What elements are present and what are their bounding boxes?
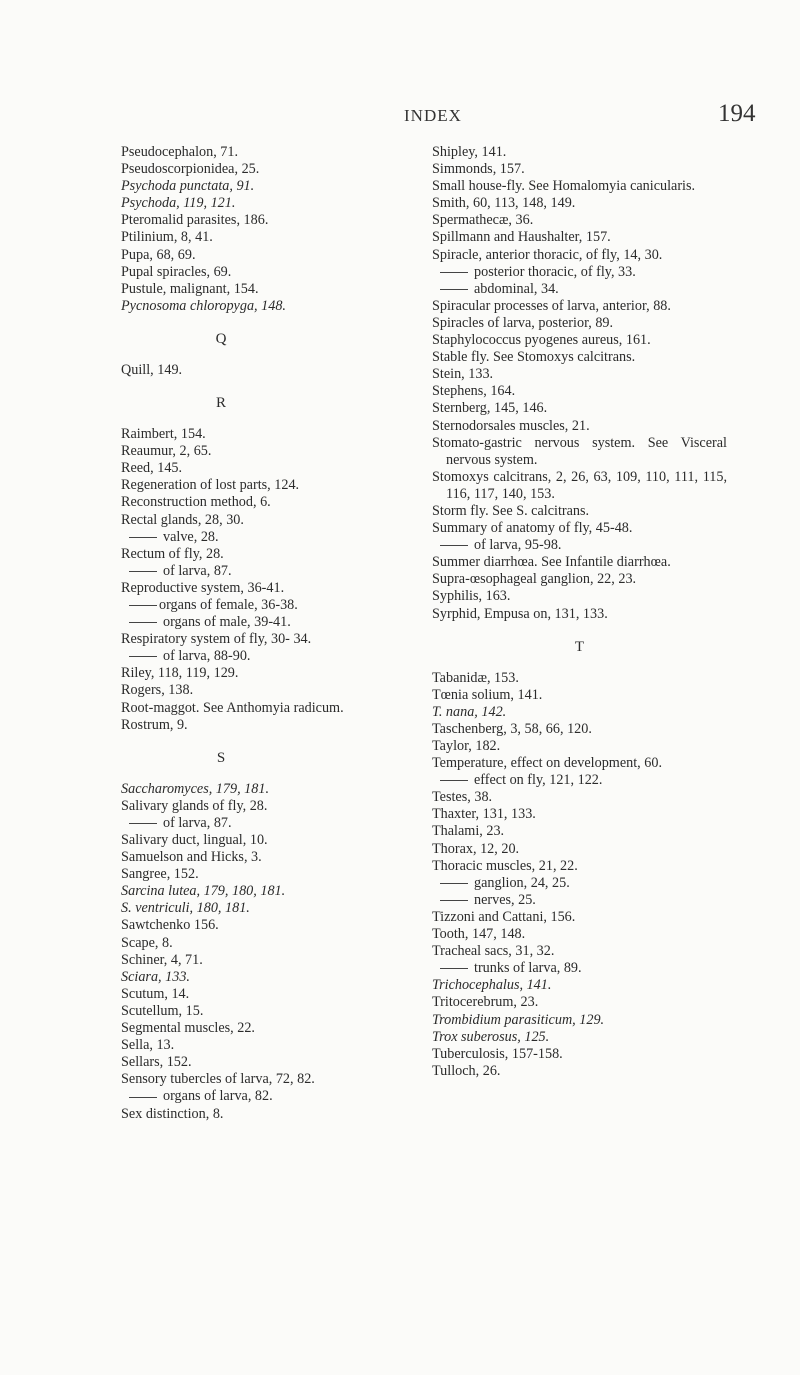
index-subentry: valve, 28. xyxy=(121,529,421,546)
page-header xyxy=(0,100,800,140)
section-letter-q: Q xyxy=(215,330,227,347)
index-column-left xyxy=(121,144,421,1123)
index-subentry: organs of larva, 82. xyxy=(121,1088,421,1105)
index-entry: Reconstruction method, 6. xyxy=(121,494,271,511)
index-entry: Tracheal sacs, 31, 32. xyxy=(432,943,555,960)
index-entry: Tuberculosis, 157-158. xyxy=(432,1045,563,1062)
index-entry: Sensory tubercles of larva, 72, 82. xyxy=(121,1071,315,1088)
index-entry: Smith, 60, 113, 148, 149. xyxy=(432,195,576,212)
index-entry: Sternodorsales muscles, 21. xyxy=(432,417,590,434)
index-entry: Sella, 13. xyxy=(121,1037,175,1054)
index-entry: Pycnosoma chloropyga, 148. xyxy=(121,297,286,314)
index-entry: Segmental muscles, 22. xyxy=(121,1020,255,1037)
section-letter-t: T xyxy=(574,638,585,655)
index-entry: Spermathecæ, 36. xyxy=(432,212,534,229)
index-entry: Stomato-gastric nervous system. See Visceral nervous system. xyxy=(432,434,727,468)
index-subentry: of larva, 87. xyxy=(121,815,421,832)
index-entry: Trox suberosus, 125. xyxy=(432,1028,550,1045)
index-entry: Summer diarrhœa. See Infantile diarrhœa. xyxy=(432,554,671,571)
index-entry: Tizzoni and Cattani, 156. xyxy=(432,908,576,925)
index-entry: Rostrum, 9. xyxy=(121,716,188,733)
index-entry: Sex distinction, 8. xyxy=(121,1105,224,1122)
index-entry: Taylor, 182. xyxy=(432,738,501,754)
index-entry: Tulloch, 26. xyxy=(432,1062,501,1079)
index-entry: Spillmann and Haushalter, 157. xyxy=(432,229,611,246)
index-entry: Tabanidæ, 153. xyxy=(432,669,519,686)
index-subentry: ganglion, 24, 25. xyxy=(432,875,727,892)
index-entry: Simmonds, 157. xyxy=(432,161,525,178)
index-entry: Sternberg, 145, 146. xyxy=(432,400,548,417)
index-entry: Salivary glands of fly, 28. xyxy=(121,797,268,814)
index-entry: Supra-œsophageal ganglion, 22, 23. xyxy=(432,571,637,588)
index-entry: Thoracic muscles, 21, 22. xyxy=(432,857,578,874)
index-entry: Pustule, malignant, 154. xyxy=(121,280,259,297)
index-entry: T. nana, 142. xyxy=(432,703,507,720)
index-subentry: organs of male, 39-41. xyxy=(121,614,421,631)
index-entry: Samuelson and Hicks, 3. xyxy=(121,849,262,866)
index-entry: Reproductive system, 36-41. xyxy=(121,579,285,596)
index-entry: Thalami, 23. xyxy=(432,823,505,840)
index-entry: Tritocerebrum, 23. xyxy=(432,994,539,1011)
section-letter-r: R xyxy=(215,395,226,412)
running-head: INDEX xyxy=(404,106,462,125)
index-subentry: of larva, 88-90. xyxy=(121,648,421,665)
index-entry: Small house-fly. See Homalomyia canicularis. xyxy=(432,178,696,195)
index-entry: Scutellum, 15. xyxy=(121,1002,204,1019)
index-entry: Pseudocephalon, 71. xyxy=(121,144,239,160)
index-entry: Schiner, 4, 71. xyxy=(121,951,203,968)
index-subentry: of larva, 87. xyxy=(121,563,421,580)
index-subentry: effect on fly, 121, 122. xyxy=(432,772,727,789)
index-entry: Pupa, 68, 69. xyxy=(121,246,196,263)
index-entry: Sangree, 152. xyxy=(121,866,199,883)
section-letter-s: S xyxy=(216,749,226,766)
index-entry: Scutum, 14. xyxy=(121,985,190,1002)
index-subentry: abdominal, 34. xyxy=(432,281,727,298)
index-entry: Rectal glands, 28, 30. xyxy=(121,511,244,528)
index-entry: Stomoxys calcitrans, 2, 26, 63, 109, 110, 111, 115, 116, 117, 140, 153. xyxy=(432,468,727,502)
index-entry: Ptilinium, 8, 41. xyxy=(121,229,213,246)
index-entry: Summary of anatomy of fly, 45-48. xyxy=(432,520,633,537)
index-entry: Psychoda punctata, 91. xyxy=(121,178,255,195)
index-entry: Thaxter, 131, 133. xyxy=(432,806,536,823)
index-column-right xyxy=(432,144,727,1080)
index-entry: Spiracle, anterior thoracic, of fly, 14, 30. xyxy=(432,246,663,263)
index-entry: Thorax, 12, 20. xyxy=(432,840,520,857)
index-entry: Staphylococcus pyogenes aureus, 161. xyxy=(432,332,651,349)
page-number: 194 xyxy=(718,100,756,127)
index-subentry: trunks of larva, 89. xyxy=(432,960,727,977)
index-entry: Scape, 8. xyxy=(121,934,173,951)
index-subentry: posterior thoracic, of fly, 33. xyxy=(432,264,727,281)
index-entry: Rectum of fly, 28. xyxy=(121,545,224,562)
index-entry: Rogers, 138. xyxy=(121,682,194,699)
index-entry: Respiratory system of fly, 30- 34. xyxy=(121,631,312,648)
index-entry: Trombidium parasiticum, 129. xyxy=(432,1011,605,1028)
index-subentry: nerves, 25. xyxy=(432,892,727,909)
index-entry: Riley, 118, 119, 129. xyxy=(121,665,239,682)
index-entry: Pupal spiracles, 69. xyxy=(121,263,232,280)
index-entry: Quill, 149. xyxy=(121,361,183,378)
index-entry: Pteromalid parasites, 186. xyxy=(121,212,269,229)
index-entry: Syrphid, Empusa on, 131, 133. xyxy=(432,605,608,622)
index-subentry: of larva, 95-98. xyxy=(432,537,727,554)
index-entry: Syphilis, 163. xyxy=(432,588,511,605)
index-entry: Pseudoscorpionidea, 25. xyxy=(121,161,260,178)
index-entry: Regeneration of lost parts, 124. xyxy=(121,477,300,494)
index-entry: Temperature, effect on development, 60. xyxy=(432,755,662,772)
index-subentry: organs of female, 36-38. xyxy=(121,597,421,614)
index-entry: Taschenberg, 3, 58, 66, 120. xyxy=(432,720,592,737)
index-entry: S. ventriculi, 180, 181. xyxy=(121,900,250,917)
index-entry: Stable fly. See Stomoxys calcitrans. xyxy=(432,349,636,366)
index-entry: Spiracular processes of larva, anterior, 88. xyxy=(432,297,671,314)
index-entry: Shipley, 141. xyxy=(432,144,507,160)
index-entry: Reaumur, 2, 65. xyxy=(121,443,212,460)
index-entry: Tooth, 147, 148. xyxy=(432,926,526,943)
index-entry: Sawtchenko 156. xyxy=(121,917,219,934)
index-entry: Sarcina lutea, 179, 180, 181. xyxy=(121,883,286,900)
index-entry: Stein, 133. xyxy=(432,366,494,383)
index-entry: Root-maggot. See Anthomyia radicum. xyxy=(121,699,344,716)
index-entry: Sellars, 152. xyxy=(121,1054,192,1071)
index-entry: Storm fly. See S. calcitrans. xyxy=(432,502,590,519)
index-entry: Sciara, 133. xyxy=(121,968,190,985)
index-entry: Trichocephalus, 141. xyxy=(432,977,552,994)
index-entry: Salivary duct, lingual, 10. xyxy=(121,832,268,848)
index-entry: Spiracles of larva, posterior, 89. xyxy=(432,314,614,331)
index-entry: Raimbert, 154. xyxy=(121,426,206,443)
index-entry: Psychoda, 119, 121. xyxy=(121,195,236,212)
index-entry: Testes, 38. xyxy=(432,789,493,806)
index-entry: Saccharomyces, 179, 181. xyxy=(121,780,270,797)
index-entry: Tœnia solium, 141. xyxy=(432,686,543,703)
index-entry: Stephens, 164. xyxy=(432,383,516,400)
index-entry: Reed, 145. xyxy=(121,460,183,477)
